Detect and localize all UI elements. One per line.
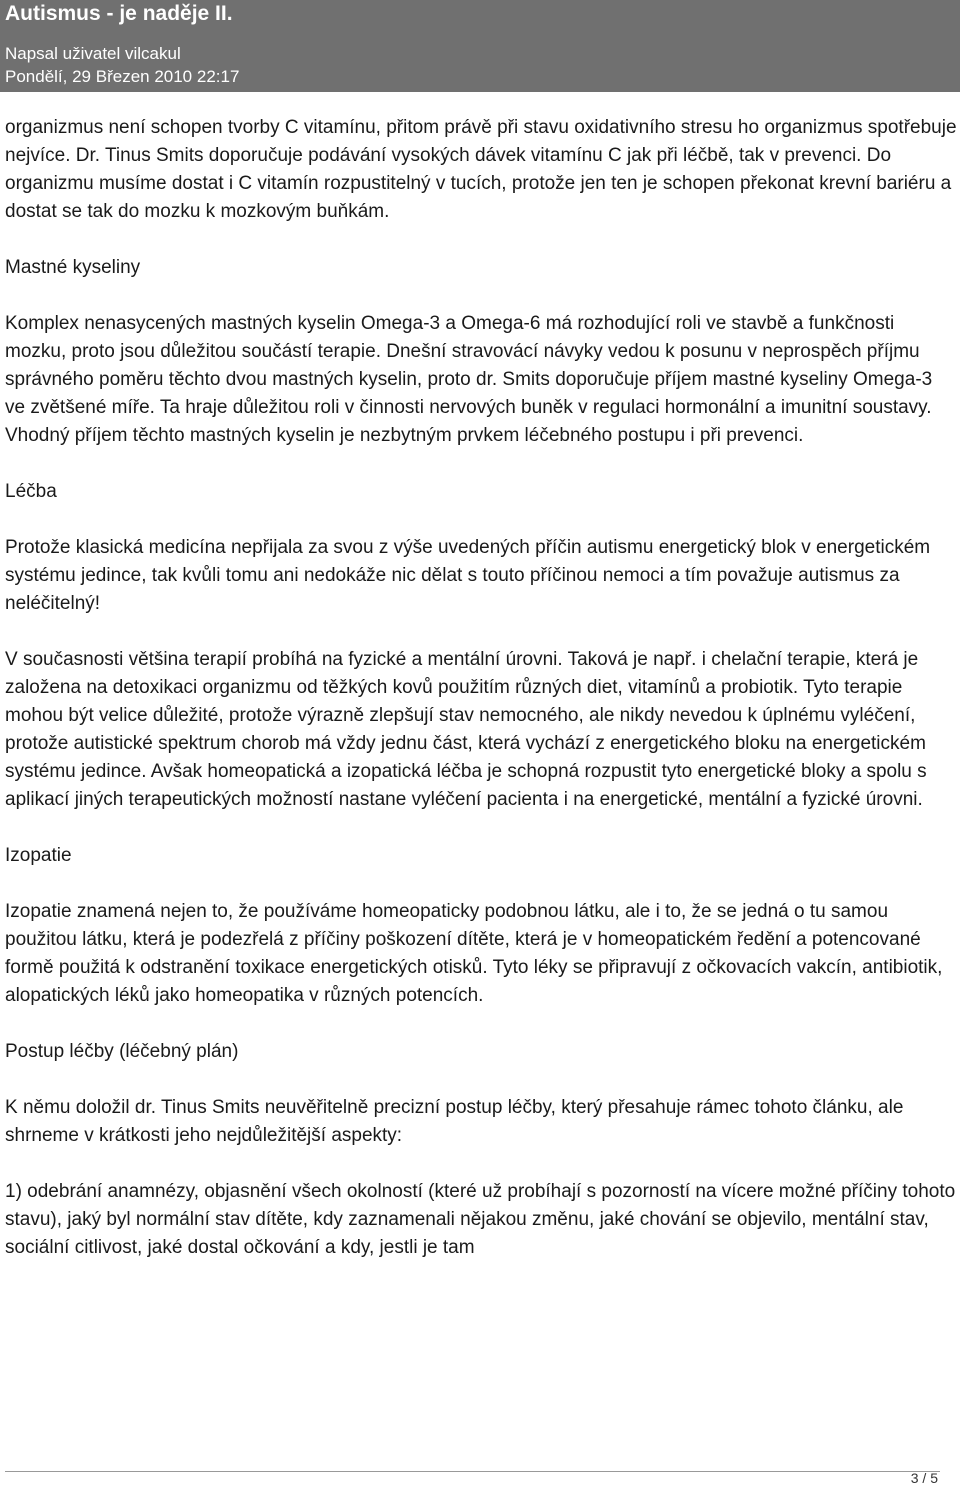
paragraph-omega: Komplex nenasycených mastných kyselin Omega-3 a Omega-6 má rozhodující roli ve stavbě a funkčnosti mozku, proto jsou důležitou součástí terapie. Dnešní stravovácí návyky vedou k posunu v neprospěch příjmu správného poměru těchto dvou mastných kyselin, proto dr. Smits doporučuje příjem mastné kyseliny Omega-3 ve zvětšené míře. Ta hraje důležitou roli v činnosti nervových buněk v regulaci hormonální a imunitní soustavy. Vhodný příjem těchto mastných kyselin je nezbytným prvkem léčebného postupu i při prevenci. [5,313,933,446]
paragraph-therapies: V současnosti většina terapií probíhá na fyzické a mentální úrovni. Taková je např. i chelační terapie, která je založena na detoxikaci organizmu od těžkých kovů použitím různých diet, vitamínů a probiotik. Tyto terapie mohou být velice důležité, protože výrazně zlepšují stav nemocného, ale nikdy nevedou k úplnému vyléčení, protože autistické spektrum chorob má vždy jednu část, která vychází z energetického bloku na energetickém systému jedince. Avšak homeopatická a izopatická léčba je schopná rozpustit tyto energetické bloky a spolu s aplikací jiných terapeutických možností nastane vyléčení pacienta i na energetické, mentální a fyzické úrovni. [5,649,927,810]
footer-divider [5,1471,940,1472]
article-body [5,114,957,1262]
paragraph-treatment-plan-intro: K němu doložil dr. Tinus Smits neuvěřitelně precizní postup léčby, který přesahuje rámec tohoto článku, ale shrneme v krátkosti jeho nejdůležitější aspekty: [5,1097,904,1146]
page-number: 3 / 5 [910,1470,938,1486]
section-heading-fatty-acids: Mastné kyseliny [5,257,141,278]
article-author: Napsal uživatel vilcakul [5,44,181,63]
section-heading-isopathy: Izopatie [5,845,72,866]
article-title: Autismus - je naděje II. [5,2,233,25]
article-date: Pondělí, 29 Březen 2010 22:17 [5,67,240,86]
paragraph-step-1: 1) odebrání anamnézy, objasnění všech okolností (které už probíhají s pozorností na vícere možné příčiny tohoto stavu), jaký byl normální stav dítěte, kdy zaznamenali nějakou změnu, jaké chování se objevilo, mentální stav, sociální citlivost, jaké dostal očkování a kdy, jestli je tam [5,1181,956,1258]
section-heading-treatment: Léčba [5,481,57,502]
paragraph-isopathy: Izopatie znamená nejen to, že používáme homeopaticky podobnou látku, ale i to, že se jedná o tu samou použitou látku, která je podezřelá z příčiny poškození dítěte, která je v homeopatickém ředění a potencované formě použitá k odstranění toxikace energetických otisků. Tyto léky se připravují z očkovacích vakcín, antibiotik, alopatických léků jako homeopatika v různých potencích. [5,901,943,1006]
paragraph-vitamin-c: organizmus není schopen tvorby C vitamínu, přitom právě při stavu oxidativního stresu ho organizmus spotřebuje nejvíce. Dr. Tinus Smits doporučuje podávání vysokých dávek vitamínu C jak při léčbě, tak v prevenci. Do organizmu musíme dostat i C vitamín rozpustitelný v tucích, protože jen ten je schopen překonat krevní bariéru a dostat se tak do mozku k mozkovým buňkám. [5,117,957,222]
article-header [0,0,960,92]
section-heading-treatment-plan: Postup léčby (léčebný plán) [5,1041,239,1062]
paragraph-classical-medicine: Protože klasická medicína nepřijala za svou z výše uvedených příčin autismu energetický blok v energetickém systému jedince, tak kvůli tomu ani nedokáže nic dělat s touto příčinou nemoci a tím považuje autismus za neléčitelný! [5,537,931,614]
